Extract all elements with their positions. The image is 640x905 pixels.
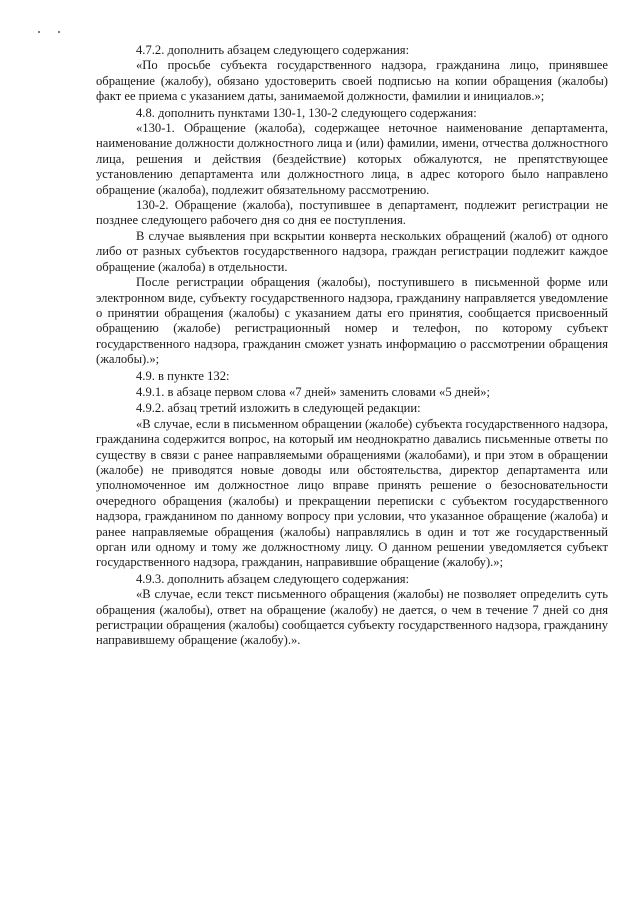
document-body xyxy=(96,42,608,649)
scan-speck xyxy=(38,31,40,33)
paragraph-registration-notice: После регистрации обращения (жалобы), поступившего в письменной форме или электронном виде, субъекту государственного надзора, гражданину направляется уведомление о принятии обращения (жалобы) с указанием даты его принятия, сообщается присвоенный обращению (жалобе) регистрационный номер и телефон, по которому субъект государственного надзора, гражданин сможет узнать информацию о рассмотрении обращения (жалобы).»; xyxy=(96,275,608,367)
subpoint-4-9-2: 4.9.2. абзац третий изложить в следующей редакции: xyxy=(136,401,421,416)
paragraph-signature-receipt: «По просьбе субъекта государственного надзора, гражданина лицо, принявшее обращение (жалобу), обязано удостоверить своей подписью на копии обращения (жалобы) факт ее приема с указанием даты, занимаемой должности, фамилии и инициалов.»; xyxy=(96,58,608,104)
paragraph-repeated-complaints: «В случае, если в письменном обращении (жалобе) субъекта государственного надзора, гражданина содержится вопрос, на который им неоднократно давались письменные ответы по существу в связи с ранее направляемыми обращениями (жалобами), и при этом в обращении (жалобе) не приводятся новые доводы или обстоятельства, директор департамента или уполномоченное им должностное лицо вправе принять решение о безосновательности очередного обращения (жалобы) и прекращении переписки с субъектом государственного надзора, гражданином по данному вопросу при условии, что указанное обращение (жалоба) и ранее направляемые обращения (жалобы) направлялись в один и тот же государственный орган или одному и тому же должностному лицу. О данном решении уведомляется субъект государственного надзора, гражданин, направившие обращение (жалобу).»; xyxy=(96,416,608,570)
subpoint-4-8: 4.8. дополнить пунктами 130-1, 130-2 следующего содержания: xyxy=(136,105,477,120)
subpoint-4-7-2: 4.7.2. дополнить абзацем следующего содержания: xyxy=(136,43,410,57)
subpoint-4-9: 4.9. в пункте 132: xyxy=(136,368,230,383)
paragraph-130-1: «130-1. Обращение (жалоба), содержащее неточное наименование департамента, наименование должности должностного лица и (или) фамилии, имени, отчества должностного лица, решения и действия (бездействие) которых обжалуются, не препятствующее установлению департамента или должностного лица, в адрес которого было направлено обращение (жалоба), подлежит обязательному рассмотрению. xyxy=(96,121,608,197)
paragraph-multiple-complaints: В случае выявления при вскрытии конверта нескольких обращений (жалоб) от одного либо от разных субъектов государственного надзора, граждан регистрации подлежит каждое обращение (жалоба) в отдельности. xyxy=(96,228,608,274)
paragraph-130-2: 130-2. Обращение (жалоба), поступившее в департамент, подлежит регистрации не позднее следующего рабочего дня со дня ее поступления. xyxy=(96,198,608,228)
subpoint-4-9-3: 4.9.3. дополнить абзацем следующего содержания: xyxy=(136,571,410,586)
scan-speck xyxy=(58,31,60,33)
subpoint-4-9-1: 4.9.1. в абзаце первом слова «7 дней» заменить словами «5 дней»; xyxy=(136,384,491,399)
paragraph-unclear-complaint: «В случае, если текст письменного обращения (жалобы) не позволяет определить суть обращения (жалобы), ответ на обращение (жалобу) не дается, о чем в течение 7 дней со дня регистрации обращения (жалобы) сообщается субъекту государственного надзора, гражданину направившему обращение (жалобу).». xyxy=(96,587,608,648)
